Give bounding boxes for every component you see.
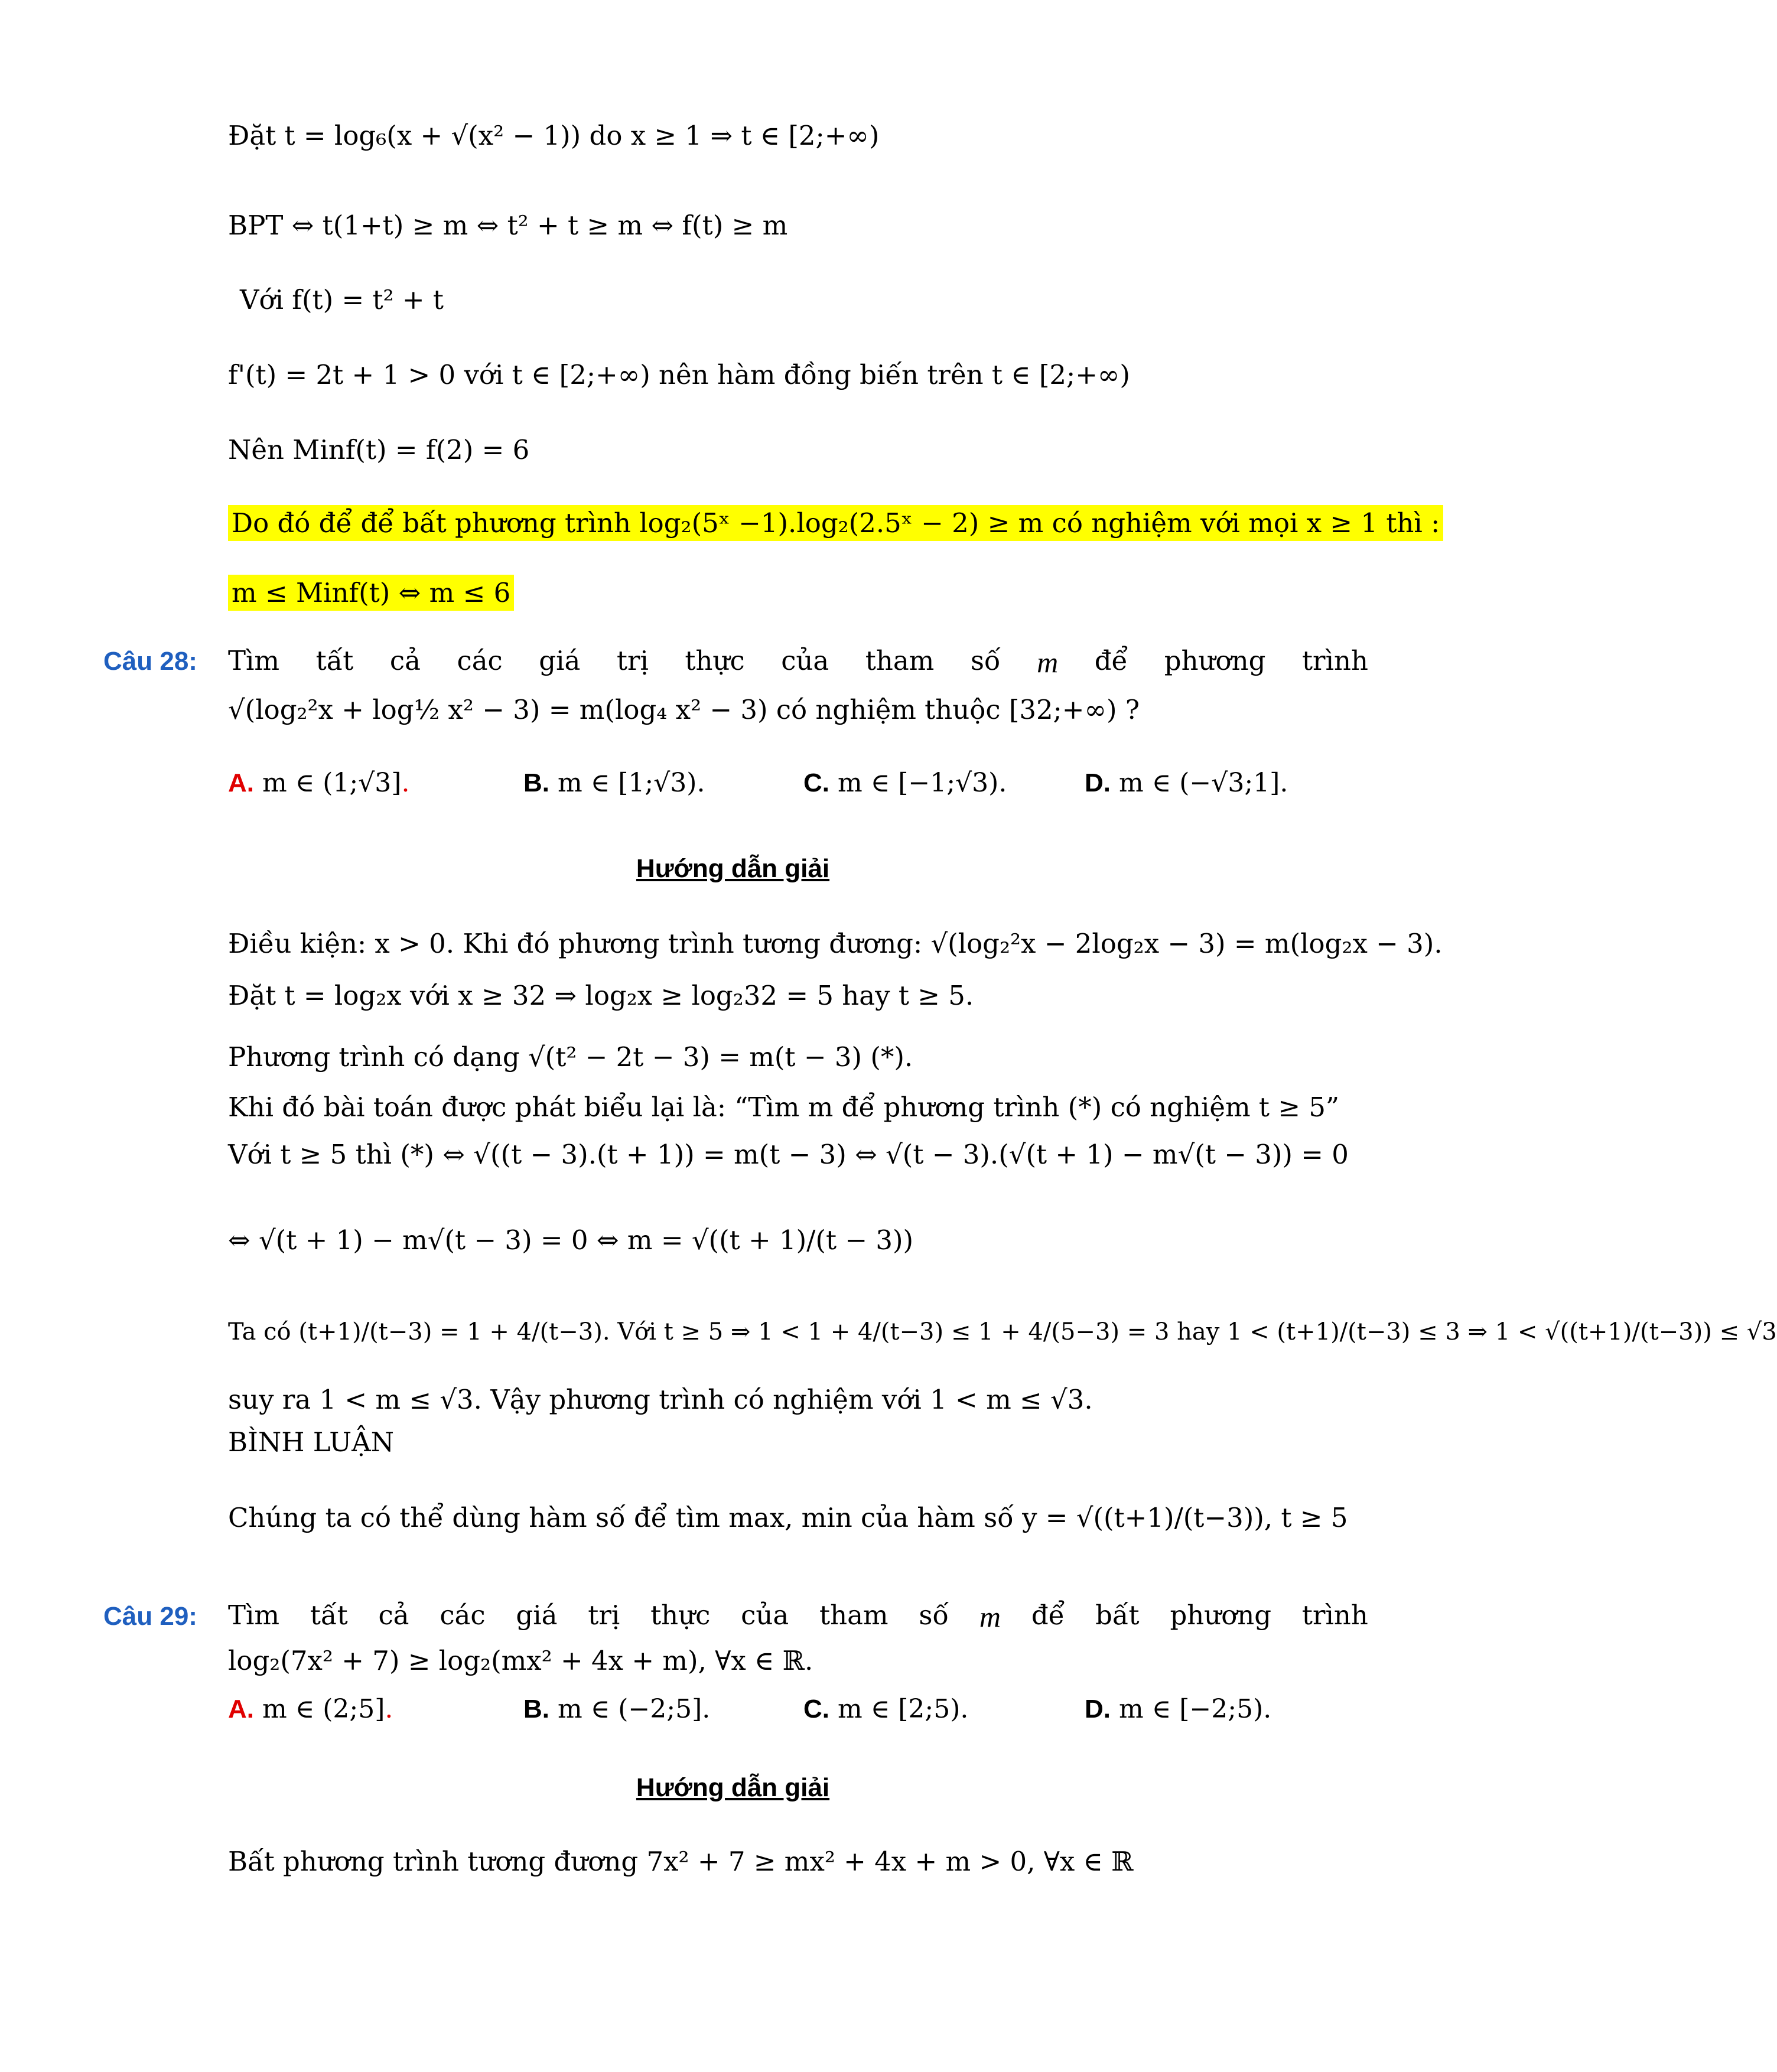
highlighted-conclusion [228,506,1443,541]
highlight-text: m ≤ Minf(t) ⇔ m ≤ 6 [228,575,514,611]
solution-line: Khi đó bài toán được phát biểu lại là: “Tìm m để phương trình (*) có nghiệm t ≥ 5” [228,1092,1339,1123]
solution-line: Bất phương trình tương đương 7x² + 7 ≥ mx² + 4x + m > 0, ∀x ∈ ℝ [228,1846,1134,1877]
option-text: m ∈ [−2;5). [1119,1694,1272,1724]
solution-line: Phương trình có dạng √(t² − 2t − 3) = m(t − 3) (*). [228,1041,913,1073]
word: trình [1301,1599,1368,1631]
solution-line: BPT ⇔ t(1+t) ≥ m ⇔ t² + t ≥ m ⇔ f(t) ≥ m [228,210,788,241]
word: Tìm [228,1599,280,1631]
word: số [919,1599,949,1631]
word: các [457,645,503,676]
option-text: m ∈ (−2;5]. [558,1694,711,1724]
word: để [1031,1599,1065,1631]
comment-heading: BÌNH LUẬN [228,1426,394,1458]
option-d[interactable] [1085,768,1288,798]
word: bất [1095,1599,1140,1631]
solution-line: Điều kiện: x > 0. Khi đó phương trình tương đương: √(log₂²x − 2log₂x − 3) = m(log₂x − 3). [228,928,1443,959]
highlighted-result [228,575,514,611]
word: m [979,1600,1001,1633]
question-number: Câu 28: [103,647,197,676]
option-b[interactable] [523,768,705,798]
option-c[interactable] [803,768,1007,798]
option-text: m ∈ (2;5] [262,1694,385,1724]
option-key: A. [228,768,254,797]
option-b[interactable] [523,1694,710,1724]
word: tham [819,1599,889,1631]
option-key: C. [803,768,829,797]
option-end: . [401,768,410,798]
solution-line: Nên Minf(t) = f(2) = 6 [228,434,530,465]
option-key: A. [228,1695,254,1724]
option-text: m ∈ [−1;√3). [838,768,1007,798]
option-end: . [385,1694,393,1724]
solution-line: Chúng ta có thể dùng hàm số để tìm max, min của hàm số y = √((t+1)/(t−3)), t ≥ 5 [228,1502,1348,1533]
question-text-line [228,645,1368,679]
word: tất [315,645,354,676]
word: số [970,645,1001,676]
option-key: B. [523,1695,549,1724]
word: thực [650,1599,711,1631]
option-a[interactable] [228,1694,393,1724]
option-key: D. [1085,768,1111,797]
word: của [781,645,829,676]
word: cả [389,645,421,676]
option-a[interactable] [228,768,409,798]
question-number: Câu 29: [103,1602,197,1631]
solution-line: suy ra 1 < m ≤ √3. Vậy phương trình có nghiệm với 1 < m ≤ √3. [228,1384,1093,1415]
word: m [1037,646,1059,679]
solution-line: f'(t) = 2t + 1 > 0 với t ∈ [2;+∞) nên hàm đồng biến trên t ∈ [2;+∞) [228,359,1130,390]
word: thực [685,645,745,676]
option-key: B. [523,768,549,797]
word: phương [1170,1599,1272,1631]
solution-line: ⇔ √(t + 1) − m√(t − 3) = 0 ⇔ m = √((t + 1)/(t − 3)) [228,1224,914,1256]
question-text-line [228,1599,1368,1634]
solution-line: Đặt t = log₆(x + √(x² − 1)) do x ≥ 1 ⇒ t ∈ [2;+∞) [228,120,880,151]
word: trình [1301,645,1368,676]
word: cả [378,1599,409,1631]
word: các [440,1599,486,1631]
option-key: D. [1085,1695,1111,1724]
question-text-line: log₂(7x² + 7) ≥ log₂(mx² + 4x + m), ∀x ∈ ℝ. [228,1645,813,1676]
solution-line: Đặt t = log₂x với x ≥ 32 ⇒ log₂x ≥ log₂32 = 5 hay t ≥ 5. [228,980,974,1011]
word: trị [588,1599,620,1631]
option-key: C. [803,1695,829,1724]
option-text: m ∈ (1;√3] [262,768,402,798]
word: tham [865,645,935,676]
word: tất [310,1599,348,1631]
word: trị [616,645,649,676]
solution-line: Với t ≥ 5 thì (*) ⇔ √((t − 3).(t + 1)) = m(t − 3) ⇔ √(t − 3).(√(t + 1) − m√(t − 3)) = 0 [228,1139,1349,1170]
solution-line: Ta có (t+1)/(t−3) = 1 + 4/(t−3). Với t ≥ 5 ⇒ 1 < 1 + 4/(t−3) ≤ 1 + 4/(5−3) = 3 hay 1 < (t+1)/(t−3) ≤ 3 ⇒ 1 < √((t+1)/(t−3)) ≤ √3 [228,1318,1777,1346]
option-c[interactable] [803,1694,968,1724]
word: của [741,1599,789,1631]
question-text-line: √(log₂²x + log½ x² − 3) = m(log₄ x² − 3) có nghiệm thuộc [32;+∞) ? [228,694,1140,725]
word: Tìm [228,645,280,676]
word: để [1094,645,1128,676]
guide-heading: Hướng dẫn giải [636,854,830,883]
word: giá [516,1599,558,1631]
option-text: m ∈ [1;√3). [558,768,705,798]
option-text: m ∈ (−√3;1]. [1119,768,1288,798]
guide-heading: Hướng dẫn giải [636,1773,830,1802]
highlight-text: Do đó để để bất phương trình log₂(5ˣ −1).log₂(2.5ˣ − 2) ≥ m có nghiệm với mọi x ≥ 1 thì : [228,505,1443,541]
word: phương [1164,645,1266,676]
option-d[interactable] [1085,1694,1271,1724]
word: giá [539,645,581,676]
solution-line: Với f(t) = t² + t [240,284,444,315]
option-text: m ∈ [2;5). [838,1694,969,1724]
